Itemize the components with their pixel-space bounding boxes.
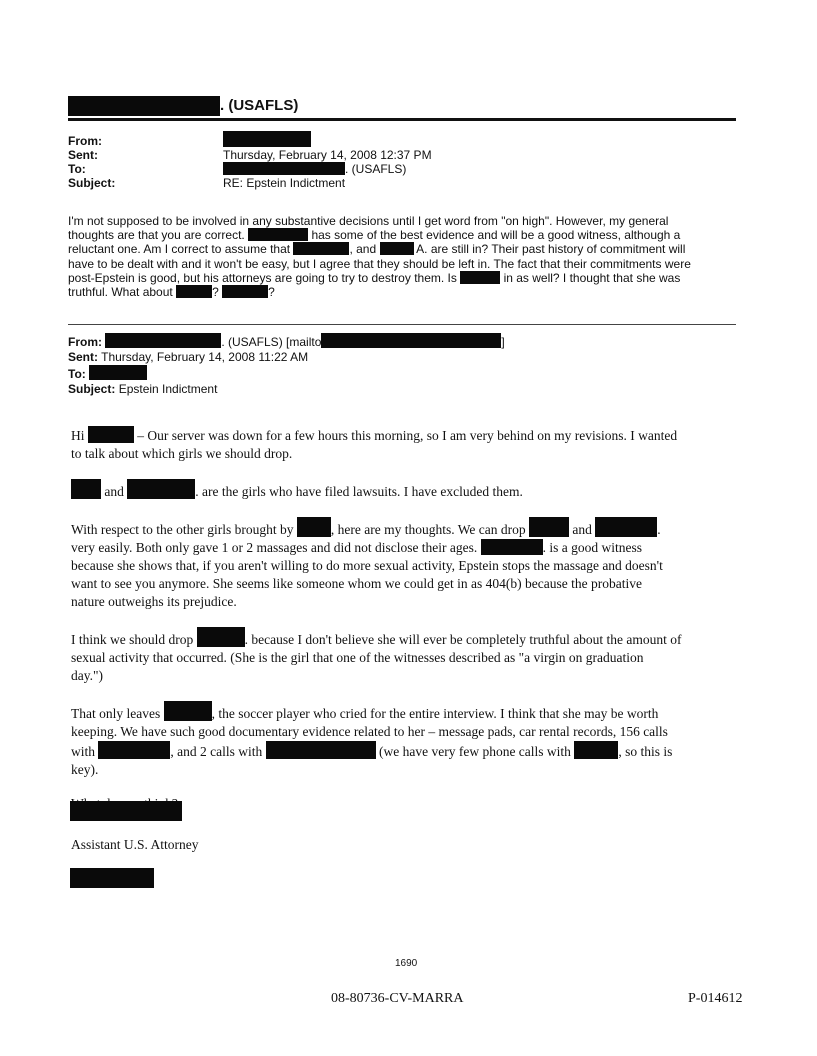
redaction [70, 801, 182, 821]
email1-subject-row [68, 176, 432, 190]
redaction [529, 517, 569, 537]
email2-body [71, 426, 771, 813]
header-name-suffix: . (USAFLS) [220, 97, 299, 115]
email2-from-end: ] [501, 335, 505, 349]
redaction [321, 333, 501, 348]
redaction [223, 162, 345, 175]
email1-to-suffix: . (USAFLS) [345, 162, 407, 176]
email2-to-row [68, 365, 505, 382]
paragraph: I think we should drop . because I don't believe she will ever be completely truthful about the amount of sexual activity that occurred. (She is the girl that one of the witnesses described as "a virgin on graduation day.") [71, 627, 771, 685]
paragraph: Hi – Our server was down for a few hours this morning, so I am very behind on my revisions. I wanted to talk about which girls we should drop. [71, 428, 678, 461]
paragraph: and . are the girls who have filed lawsuits. I have excluded them. [71, 479, 771, 501]
case-number: 08-80736-CV-MARRA [331, 991, 464, 1006]
from-label: From: [68, 335, 102, 349]
redaction [164, 701, 212, 721]
redaction [222, 285, 268, 298]
email1-headers [68, 131, 432, 190]
email2-headers [68, 333, 505, 397]
header-rule [68, 118, 736, 121]
bates-number: P-014612 [688, 991, 743, 1006]
email1-subject-value: RE: Epstein Indictment [223, 176, 346, 190]
paragraph: That only leaves , the soccer player who cried for the entire interview. I think that she may be worth keeping. We have such good documentary evidence related to her – message pads, car rental records, 156 calls with , and 2 calls with (we have very few phone calls with , so this is key). [71, 701, 771, 779]
subject-label: Subject: [68, 382, 116, 396]
redaction [127, 479, 195, 499]
paragraph: With respect to the other girls brought by , here are my thoughts. We can drop and . very easily. Both only gave 1 or 2 massages and did not disclose their ages. . is a good witness because she shows that, if you aren't willing to do more sexual activity, Epstein stops the massage and doesn't want to see you anymore. She seems like someone whom we could get in as 404(b) because the probative nature outweighs its prejudice. [71, 517, 771, 611]
subject-label: Subject: [68, 176, 116, 190]
page-number: 1690 [395, 958, 418, 969]
redaction [481, 539, 543, 555]
redaction [70, 868, 154, 888]
redaction [88, 426, 134, 443]
email1-line: truthful. What about ? ? [68, 285, 275, 300]
email-header [68, 96, 738, 116]
redaction [460, 271, 500, 284]
from-label: From: [68, 134, 102, 148]
email2-from-row [68, 333, 505, 350]
email1-line: I'm not supposed to be involved in any substantive decisions until I get word from "on high". However, my general [68, 214, 669, 228]
email2-sent-row [68, 350, 505, 365]
redaction [574, 741, 618, 759]
email-divider [68, 324, 736, 325]
email2-from-suffix: . (USAFLS) [mailto [221, 335, 322, 349]
redaction [595, 517, 657, 537]
redaction [266, 741, 376, 759]
redaction [197, 627, 245, 647]
to-label: To: [68, 162, 86, 176]
redaction [89, 365, 147, 380]
email2-subject-row [68, 382, 505, 397]
email1-line: thoughts are that you are correct. has some of the best evidence and will be a good witness, although a [68, 228, 681, 243]
email2-sent-value: Thursday, February 14, 2008 11:22 AM [101, 350, 309, 364]
redaction [223, 131, 311, 147]
email1-line: reluctant one. Am I correct to assume that , and A. are still in? Their past history of commitment will [68, 242, 686, 257]
email2-subject-value: Epstein Indictment [118, 382, 218, 396]
redaction [105, 333, 221, 348]
email1-sent-row [68, 148, 432, 162]
email1-from-row [68, 131, 432, 148]
email1-line: have to be dealt with and it won't be easy, but I agree that they should be left in. The fact that their commitments were [68, 256, 691, 271]
sent-label: Sent: [68, 350, 98, 364]
redaction [248, 228, 308, 241]
redaction [297, 517, 331, 537]
email1-sent-value: Thursday, February 14, 2008 12:37 PM [223, 148, 432, 162]
redaction [71, 479, 101, 499]
redaction [380, 242, 414, 255]
redaction [98, 741, 170, 759]
redaction [176, 285, 212, 298]
signature-title: Assistant U.S. Attorney [71, 837, 199, 852]
redaction [68, 96, 220, 116]
email1-to-row [68, 162, 432, 176]
to-label: To: [68, 367, 86, 381]
sent-label: Sent: [68, 148, 98, 162]
redaction [293, 242, 349, 255]
email1-line: post-Epstein is good, but his attorneys are going to try to destroy them. Is in as well? I thought that she was [68, 270, 681, 285]
email1-body [68, 214, 768, 299]
